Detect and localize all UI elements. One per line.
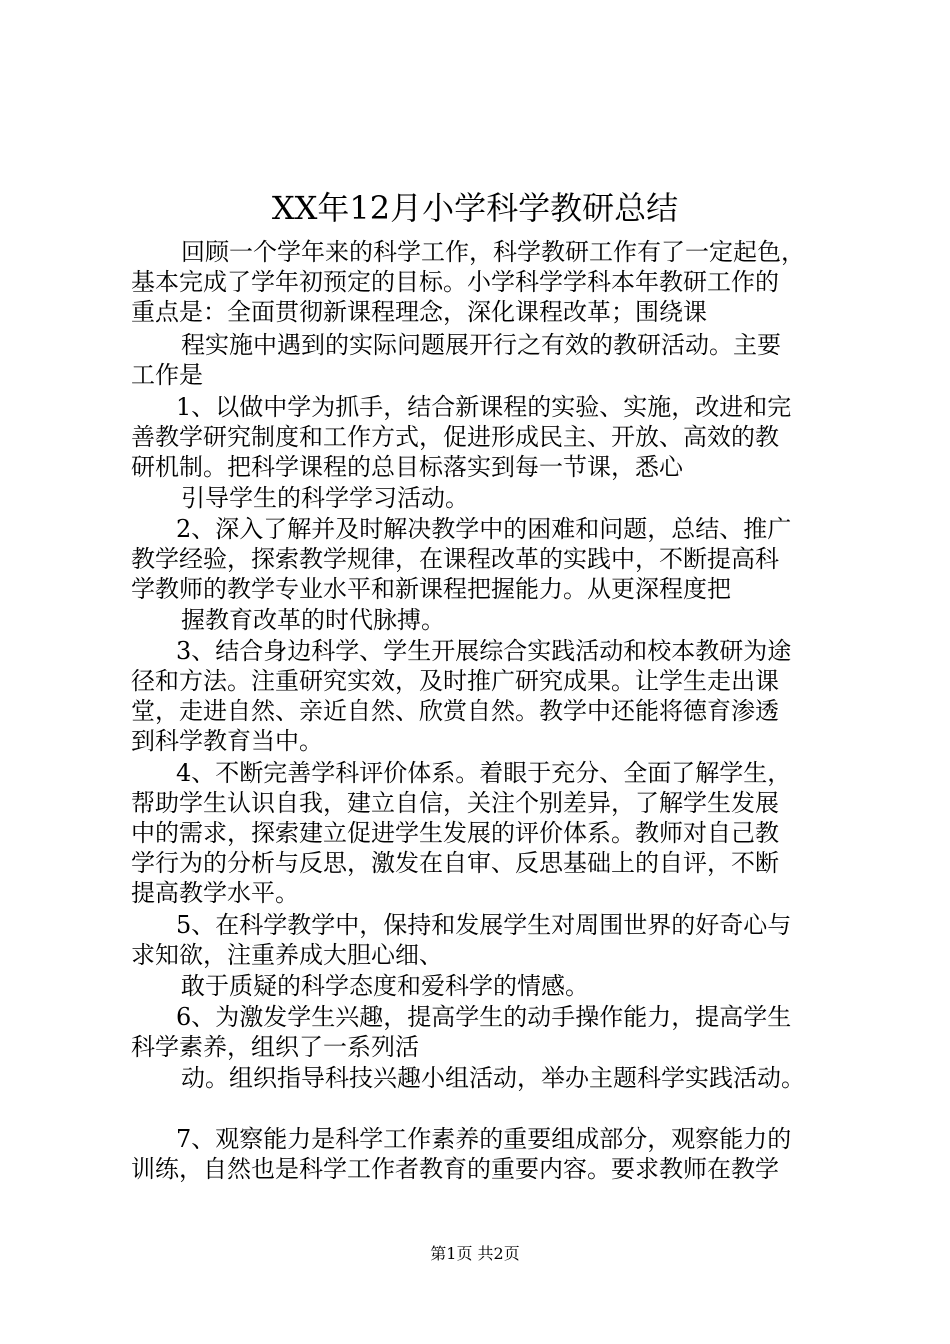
body-line: 堂，走进自然、亲近自然、欣赏自然。教学中还能将德育渗透 xyxy=(131,697,779,725)
body-line: 到科学教育当中。 xyxy=(131,727,323,755)
body-line: 中的需求，探索建立促进学生发展的评价体系。教师对自己教 xyxy=(131,819,779,847)
body-line: 3、结合身边科学、学生开展综合实践活动和校本教研为途 xyxy=(176,637,792,665)
body-line: 程实施中遇到的实际问题展开行之有效的教研活动。主要 xyxy=(181,331,781,359)
body-line: 工作是 xyxy=(131,361,203,389)
body-line: 引导学生的科学学习活动。 xyxy=(181,484,469,512)
body-line: 7、观察能力是科学工作素养的重要组成部分，观察能力的 xyxy=(176,1125,792,1153)
body-line: 1、以做中学为抓手，结合新课程的实验、实施，改进和完 xyxy=(176,393,792,421)
page-number-footer: 第1页 共2页 xyxy=(430,1244,520,1263)
body-line: 学行为的分析与反思，激发在自审、反思基础上的自评，不断 xyxy=(131,849,779,877)
body-line: 提高教学水平。 xyxy=(131,879,299,907)
body-line: 2、深入了解并及时解决教学中的困难和问题，总结、推广 xyxy=(176,515,792,543)
body-line: 敢于质疑的科学态度和爱科学的情感。 xyxy=(181,972,589,1000)
body-line: 重点是：全面贯彻新课程理念，深化课程改革；围绕课 xyxy=(131,298,707,326)
body-line: 4、不断完善学科评价体系。着眼于充分、全面了解学生， xyxy=(176,759,792,787)
body-line: 基本完成了学年初预定的目标。小学科学学科本年教研工作的 xyxy=(131,268,779,296)
body-line: 研机制。把科学课程的总目标落实到每一节课，悉心 xyxy=(131,453,683,481)
body-line: 求知欲，注重养成大胆心细、 xyxy=(131,941,443,969)
body-line: 训练，自然也是科学工作者教育的重要内容。要求教师在教学 xyxy=(131,1155,779,1183)
body-line: 帮助学生认识自我，建立自信，关注个别差异，了解学生发展 xyxy=(131,789,779,817)
body-line: 握教育改革的时代脉搏。 xyxy=(181,606,445,634)
body-line: 动。组织指导科技兴趣小组活动，举办主题科学实践活动。 xyxy=(181,1064,805,1092)
body-line: 教学经验，探索教学规律，在课程改革的实践中，不断提高科 xyxy=(131,545,779,573)
body-line: 径和方法。注重研究实效，及时推广研究成果。让学生走出课 xyxy=(131,667,779,695)
body-line: 5、在科学教学中，保持和发展学生对周围世界的好奇心与 xyxy=(176,911,792,939)
body-line: 6、为激发学生兴趣，提高学生的动手操作能力，提高学生 xyxy=(176,1003,792,1031)
body-line: 学教师的教学专业水平和新课程把握能力。从更深程度把 xyxy=(131,575,731,603)
body-line: 科学素养，组织了一系列活 xyxy=(131,1033,419,1061)
document-title: XX年12月小学科学教研总结 xyxy=(271,189,679,227)
body-line: 善教学研究制度和工作方式，促进形成民主、开放、高效的教 xyxy=(131,423,779,451)
body-line: 回顾一个学年来的科学工作，科学教研工作有了一定起色， xyxy=(181,238,805,266)
